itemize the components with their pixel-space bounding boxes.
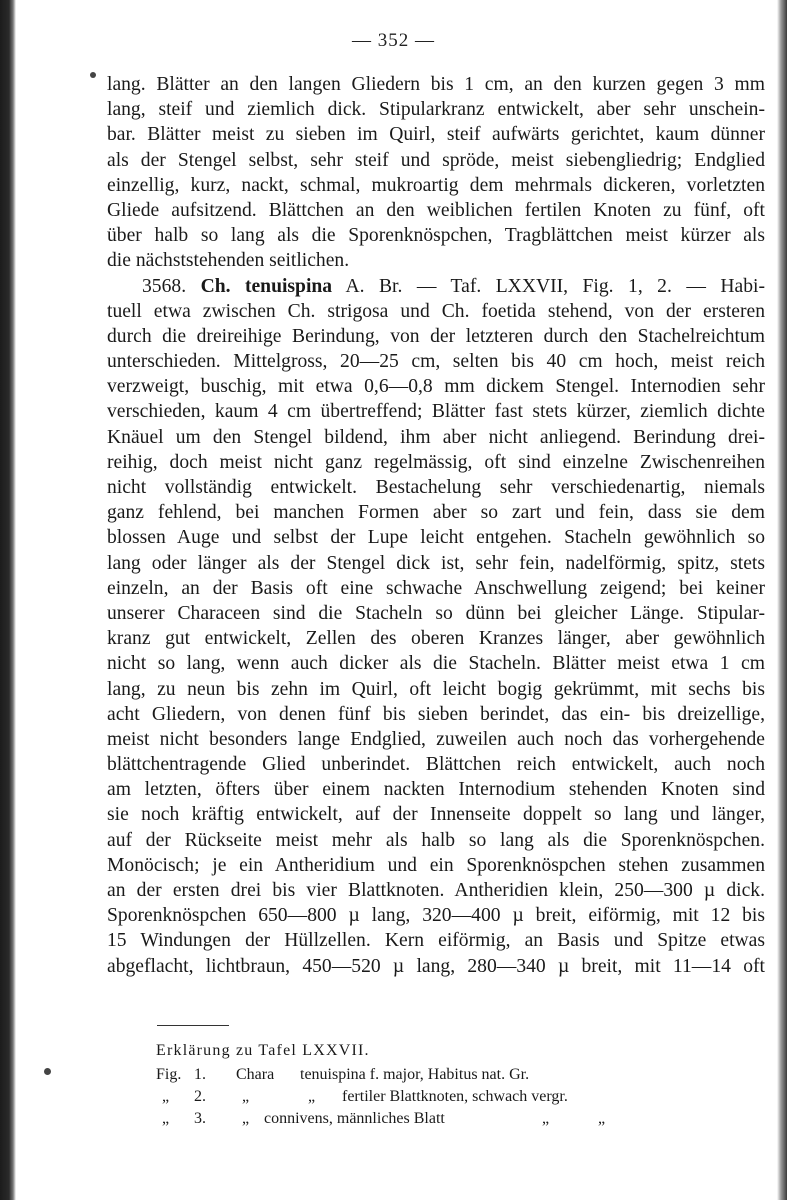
text-line: unterschieden. Mittelgross, 20—25 cm, selten bis 40 cm hoch, meist reich <box>107 351 765 373</box>
plate-caption <box>156 1040 756 1130</box>
text-line: abgeflacht, lichtbraun, 450—520 µ lang, 280—340 µ breit, mit 11—14 oft <box>107 955 765 977</box>
text-line: durch die dreireihige Berindung, von der letzteren durch den Stachelreichtum <box>107 325 765 347</box>
caption-species: connivens, männliches Blatt <box>264 1110 445 1127</box>
species-heading-line <box>107 274 765 299</box>
caption-fig-number: 2. <box>194 1088 206 1105</box>
scan-speck <box>44 1068 51 1075</box>
species-name: Ch. tenuispina <box>200 275 333 297</box>
caption-genus: „ <box>242 1110 250 1127</box>
caption-genus: Chara <box>236 1066 275 1083</box>
caption-species: „ <box>308 1088 316 1105</box>
caption-description: fertiler Blattknoten, schwach vergr. <box>342 1088 568 1105</box>
caption-fig-number: 1. <box>194 1066 206 1083</box>
caption-ditto-mark: „ <box>598 1110 606 1127</box>
text-line: unserer Characeen sind die Stacheln so dünn bei gleicher Länge. Stipular- <box>107 602 765 624</box>
text-line: tuell etwa zwischen Ch. strigosa und Ch. foetida stehend, von der ersteren <box>107 300 765 322</box>
text-line: bar. Blätter meist zu sieben im Quirl, steif aufwärts gerichtet, kaum dünner <box>107 124 765 146</box>
scan-right-edge <box>777 0 787 1200</box>
footnote-rule <box>157 1025 229 1026</box>
caption-prefix: „ <box>162 1110 170 1127</box>
text-line: am letzten, öfters über einem nackten Internodium stehenden Knoten sind <box>107 779 765 801</box>
caption-fig-number: 3. <box>194 1110 206 1127</box>
text-line: als der Stengel selbst, sehr steif und spröde, meist siebengliedrig; Endglied <box>107 149 765 171</box>
text-line: Gliede aufsitzend. Blättchen an den weiblichen fertilen Knoten zu fünf, oft <box>107 199 765 221</box>
text-line: meist nicht besonders lange Endglied, zuweilen auch noch das vorhergehende <box>107 728 765 750</box>
text-line: Knäuel um den Stengel bildend, ihm aber nicht anliegend. Berindung drei- <box>107 426 765 448</box>
caption-row <box>156 1086 756 1108</box>
text-line: nicht so lang, wenn auch dicker als die Stacheln. Blätter meist etwa 1 cm <box>107 653 765 675</box>
caption-row <box>156 1108 756 1130</box>
text-line: nicht vollständig entwickelt. Bestachelung sehr verschiedenartig, niemals <box>107 477 765 498</box>
text-line: lang, zu neun bis zehn im Quirl, oft leicht bogig gekrümmt, mit sechs bis <box>107 678 765 700</box>
caption-species: tenuispina f. major, Habitus nat. Gr. <box>300 1066 530 1083</box>
text-line: an der ersten drei bis vier Blattknoten. Antheridien klein, 250—300 µ dick. <box>107 880 765 901</box>
text-line: acht Gliedern, von denen fünf bis sieben berindet, das ein- bis dreizellige, <box>107 703 765 725</box>
text-line: über halb so lang als die Sporenknöspchen, Tragblättchen meist kürzer als <box>107 225 765 247</box>
body-text <box>107 72 765 979</box>
text-line: lang, steif und ziemlich dick. Stipularkranz entwickelt, aber sehr unschein- <box>107 99 765 121</box>
caption-prefix: Fig. <box>156 1066 182 1083</box>
text-line: blättchentragende Glied unberindet. Blättchen reich entwickelt, auch noch <box>107 754 765 776</box>
text-line: auf der Rückseite meist mehr als halb so lang als die Sporenknöspchen. <box>107 829 765 851</box>
text-line: verzweigt, buschig, mit etwa 0,6—0,8 mm dickem Stengel. Internodien sehr <box>107 376 765 398</box>
text-line: kranz gut entwickelt, Zellen des oberen Kranzes länger, aber gewöhnlich <box>107 628 765 650</box>
text-line: reihig, doch meist nicht ganz regelmässig, oft sind einzelne Zwischenreihen <box>107 451 765 473</box>
caption-row <box>156 1064 756 1086</box>
text-line: blossen Auge und selbst der Lupe leicht entgehen. Stacheln gewöhnlich so <box>107 527 765 549</box>
species-number: 3568. <box>142 275 187 297</box>
caption-title: Erklärung zu Tafel LXXVII. <box>156 1042 370 1059</box>
scan-left-edge <box>0 0 16 1200</box>
caption-genus: „ <box>242 1088 250 1105</box>
text-line: einzeln, an der Basis oft eine schwache Anschwellung zeigend; bei keiner <box>107 577 765 599</box>
text-line: Sporenknöspchen 650—800 µ lang, 320—400 µ breit, eiförmig, mit 12 bis <box>107 905 765 927</box>
caption-ditto-mark: „ <box>542 1110 550 1127</box>
text-line: 15 Windungen der Hüllzellen. Kern eiförmig, an Basis und Spitze etwas <box>107 930 765 952</box>
species-reference: A. Br. — Taf. LXXVII, Fig. 1, 2. — Habi- <box>345 275 765 297</box>
text-line: Monöcisch; je ein Antheridium und ein Sporenknöspchen stehen zusammen <box>107 854 765 876</box>
page-number: — 352 — <box>352 30 435 51</box>
text-line: lang. Blätter an den langen Gliedern bis 1 cm, an den kurzen gegen 3 mm <box>107 74 765 95</box>
text-line: einzellig, kurz, nackt, schmal, mukroartig dem mehrmals dickeren, vorletzten <box>107 174 765 196</box>
text-line: sie noch kräftig entwickelt, auf der Innenseite doppelt so lang und länger, <box>107 804 765 826</box>
caption-prefix: „ <box>162 1088 170 1105</box>
text-line: ganz fehlend, bei manchen Formen aber so zart und fein, dass sie dem <box>107 502 765 524</box>
text-line: verschieden, kaum 4 cm übertreffend; Blätter fast stets kürzer, ziemlich dichte <box>107 401 765 423</box>
scan-speck <box>90 72 96 78</box>
text-line: lang oder länger als der Stengel dick ist, sehr fein, nadelförmig, spitz, stets <box>107 552 765 574</box>
text-line: die nächststehenden seitlichen. <box>107 250 350 272</box>
